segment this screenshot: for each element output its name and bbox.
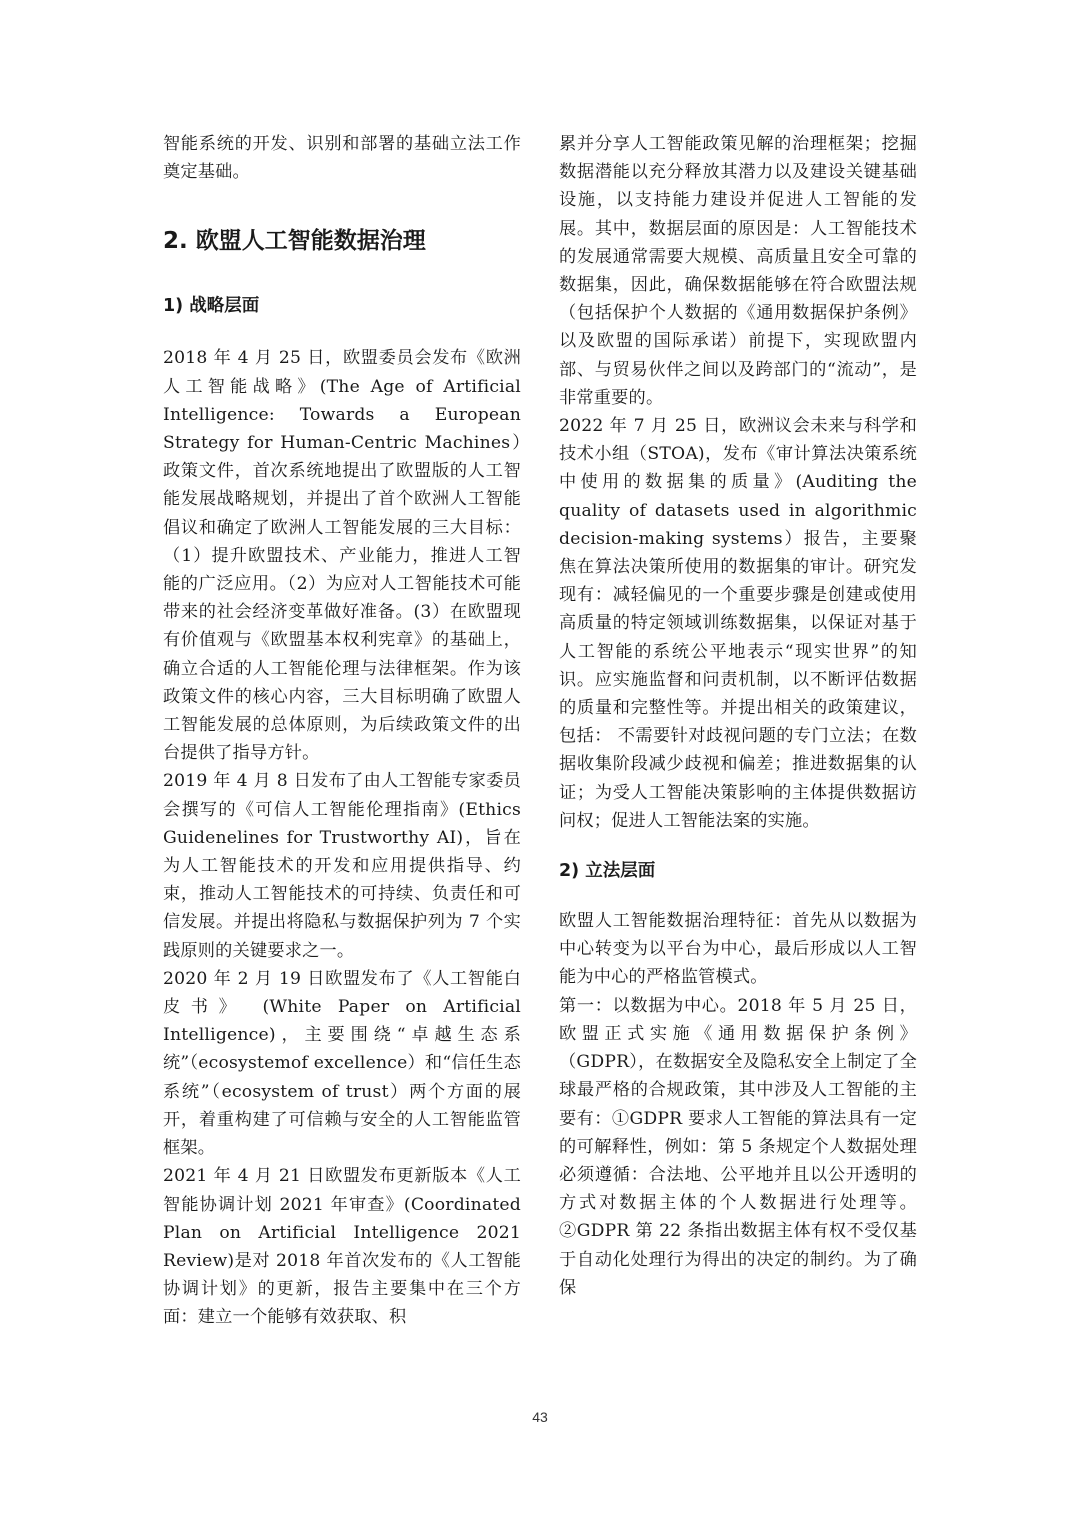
intro-paragraph: 智能系统的开发、识别和部署的基础立法工作奠定基础。 — [163, 134, 521, 183]
paragraph-first: 第一：以数据为中心。2018 年 5 月 25 日，欧盟正式实施《通用数据保护条例》（GDPR），在数据安全及隐私安全上制定了全球最严格的合规政策，其中涉及人工智能的主要有：①GDPR 要求人工智能的算法具有一定的可解释性，例如：第 5 条规定个人数据处理必须遵循：合法地、公平地并且以公开透明的方式对数据主体的个人数据进行处理等。②GDPR 第 22 条指出数据主体有权不受仅基于自动化处理行为得出的决定的制约。为了确保 — [559, 995, 917, 1298]
paragraph-features: 欧盟人工智能数据治理特征：首先从以数据为中心转变为以平台为中心，最后形成以人工智能为中心的严格监管模式。 — [559, 911, 917, 988]
subsection-heading-legislation: 2) 立法层面 — [559, 861, 656, 882]
right-column — [559, 130, 917, 1302]
section-heading: 2. 欧盟人工智能数据治理 — [163, 228, 426, 255]
paragraph-2019: 2019 年 4 月 8 日发布了由人工智能专家委员会撰写的《可信人工智能伦理指南》(Ethics Guidenelines for Trustworthy AI)，旨在为人工智能技术的开发和应用提供指导、约束，推动人工智能技术的可持续、负责任和可信发展。并提出将隐私与数据保护列为 7 个实践原则的关键要求之一。 — [163, 771, 521, 961]
page-number: 43 — [532, 1409, 548, 1425]
paragraph-2022: 2022 年 7 月 25 日，欧洲议会未来与科学和技术小组（STOA)，发布《审计算法决策系统中使用的数据集的质量》(Auditing the quality of datasets used in algorithmic decision-making systems）报告，主要聚焦在算法决策所使用的数据集的审计。研究发现有：减轻偏见的一个重要步骤是创建或使用高质量的特定领域训练数据集，以保证对基于人工智能的系统公平地表示“现实世界”的知识。应实施监督和问责机制，以不断评估数据的质量和完整性等。并提出相关的政策建议，包括： 不需要针对歧视问题的专门立法；在数据收集阶段减少歧视和偏差；推进数据集的认证；为受人工智能决策影响的主体提供数据访问权；促进人工智能法案的实施。 — [559, 416, 917, 831]
subsection-heading-strategy: 1) 战略层面 — [163, 296, 260, 317]
paragraph-continued: 累并分享人工智能政策见解的治理框架；挖掘数据潜能以充分释放其潜力以及建设关键基础设施，以支持能力建设并促进人工智能的发展。其中，数据层面的原因是：人工智能技术的发展通常需要大规模、高质量且安全可靠的数据集，因此，确保数据能够在符合欧盟法规（包括保护个人数据的《通用数据保护条例》以及欧盟的国际承诺）前提下，实现欧盟内部、与贸易伙伴之间以及跨部门的“流动”，是非常重要的。 — [559, 134, 917, 408]
left-column — [163, 130, 521, 1332]
paragraph-2018: 2018 年 4 月 25 日，欧盟委员会发布《欧洲人工智能战略》(The Age of Artificial Intelligence: Towards a European Strategy for Human-Centric Machines）政策文件，首次系统地提出了欧盟版的人工智能发展战略规划，并提出了首个欧洲人工智能倡议和确定了欧洲人工智能发展的三大目标：（1）提升欧盟技术、产业能力，推进人工智能的广泛应用。（2）为应对人工智能技术可能带来的社会经济变革做好准备。(3）在欧盟现有价值观与《欧盟基本权利宪章》的基础上，确立合适的人工智能伦理与法律框架。作为该政策文件的核心内容，三大目标明确了欧盟人工智能发展的总体原则，为后续政策文件的出台提供了指导方针。 — [163, 348, 521, 764]
paragraph-2020: 2020 年 2 月 19 日欧盟发布了《人工智能白皮书》 (White Paper on Artificial Intelligence)，主要围绕“卓越生态系统”（ecosystemof excellence）和“信任生态系统”（ecosystem of trust）两个方面的展开，着重构建了可信赖与安全的人工智能监管框架。 — [163, 968, 521, 1159]
paragraph-2021: 2021 年 4 月 21 日欧盟发布更新版本《人工智能协调计划 2021 年审查》(Coordinated Plan on Artificial Intelligence 2021 Review)是对 2018 年首次发布的《人工智能协调计划》的更新，报告主要集中在三个方面：建立一个能够有效获取、积 — [163, 1166, 521, 1328]
